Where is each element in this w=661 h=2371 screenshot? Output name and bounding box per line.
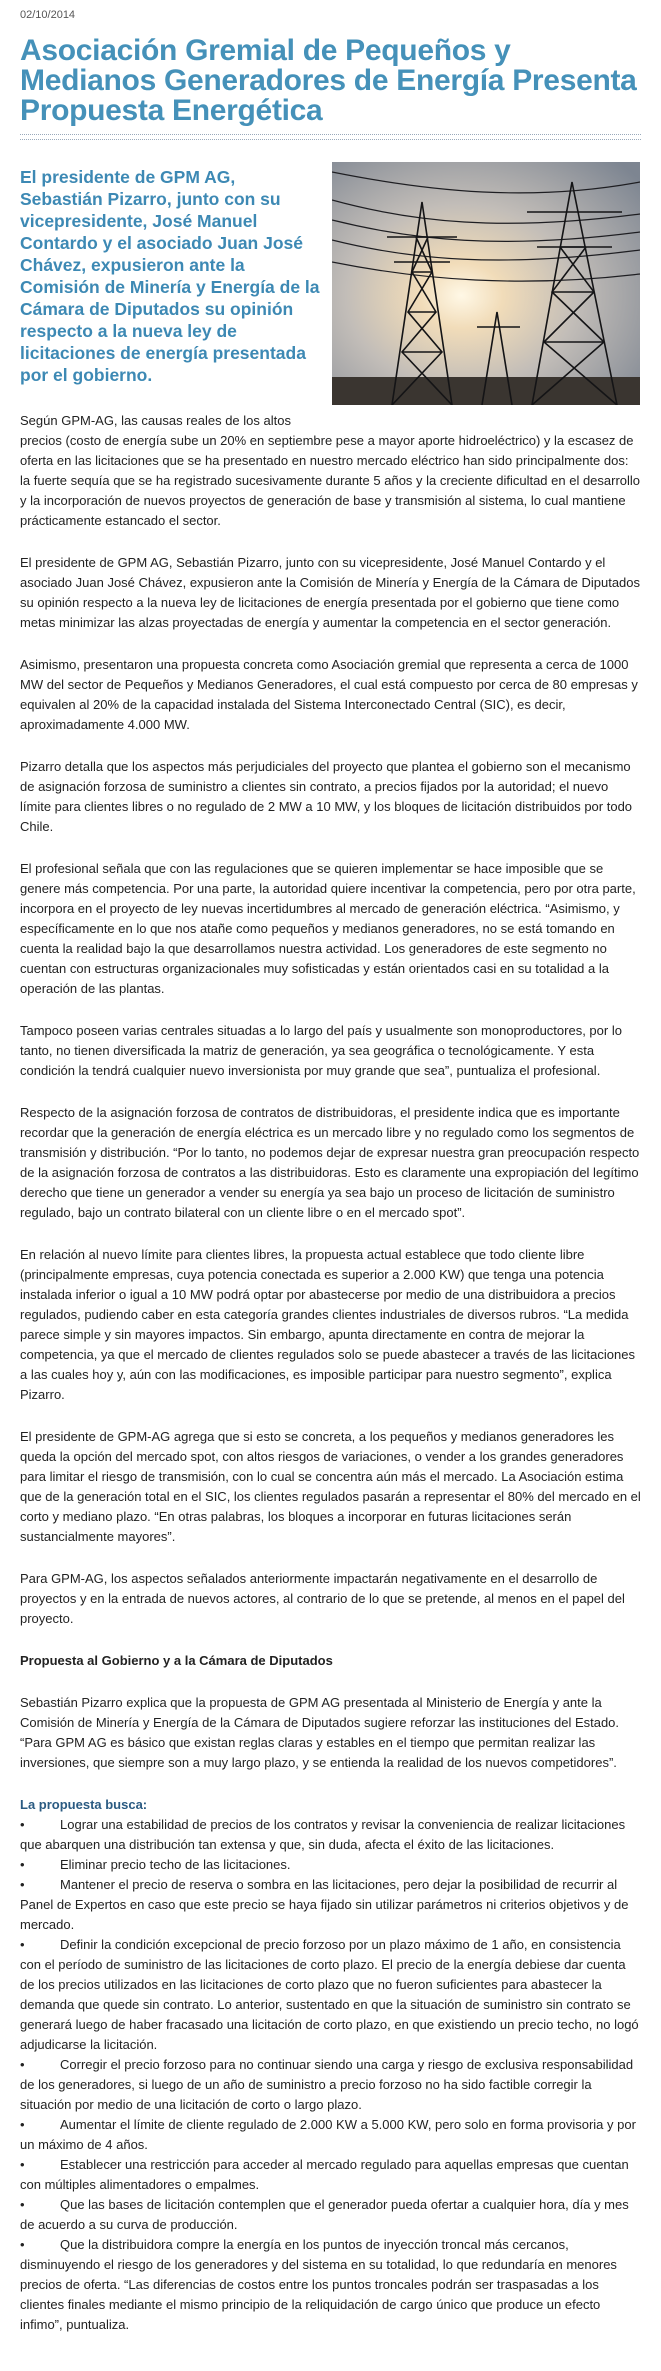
list-item-text: Eliminar precio techo de las licitaciones. [60, 1857, 291, 1872]
proposal-paragraph: Sebastián Pizarro explica que la propuesta de GPM AG presentada al Ministerio de Energía y ante la Comisión de Minería y Energía de la Cámara de Diputados sugiere reforzar las instituciones del Estado. “Para GPM AG es básico que existan reglas claras y estables en el tiempo que permitan realizar las inversiones, que siempre son a muy largo plazo, y se entienda la realidad de los nuevos competidores”. [20, 1695, 620, 1770]
bullet-icon: • [20, 2237, 25, 2252]
bullet-icon: • [20, 2197, 25, 2212]
body-paragraph-start: Según GPM-AG, las causas reales de los altos [20, 413, 291, 428]
title-divider [20, 134, 641, 140]
list-item [20, 2155, 641, 2195]
body-paragraph: El profesional señala que con las regulaciones que se quieren implementar se hace imposible que se genere más competencia. Por una parte, la autoridad quiere incentivar la competencia, pero por otra parte, incorpora en el proyecto de ley nuevas incertidumbres al mercado de generación eléctrica. “Asimismo, y específicamente en lo que nos atañe como pequeños y medianos generadores, no se está tomando en cuenta la realidad bajo la que desarrollamos nuestra actividad. Los generadores de este segmento no cuentan con estructuras organizacionales muy sofisticadas y están orientados casi en su totalidad a la operación de las plantas. [20, 861, 636, 996]
body-paragraph: Pizarro detalla que los aspectos más perjudiciales del proyecto que plantea el gobierno son el mecanismo de asignación forzosa de suministro a clientes sin contrato, a precios fijados por la autoridad; el nuevo límite para clientes libres o no regulado de 2 MW a 10 MW, y los bloques de licitación distribuidos por todo Chile. [20, 759, 633, 834]
body-paragraph: Para GPM-AG, los aspectos señalados anteriormente impactarán negativamente en el desarrollo de proyectos y en la entrada de nuevos actores, al contrario de lo que se pretende, al menos en el papel del proyecto. [20, 1571, 625, 1626]
list-item [20, 2055, 641, 2115]
list-item [20, 2195, 641, 2235]
section-subheading: Propuesta al Gobierno y a la Cámara de Diputados [20, 1653, 333, 1668]
bullet-icon: • [20, 2117, 25, 2132]
article-title: Asociación Gremial de Pequeños y Medianos Generadores de Energía Presenta Propuesta Energética [20, 34, 637, 127]
list-item-text: Corregir el precio forzoso para no continuar siendo una carga y riesgo de exclusiva responsabilidad de los generadores, si luego de un año de suministro a precio forzoso no ha sido factible corregir la situación por medio de una licitación de corto o largo plazo. [20, 2057, 634, 2112]
bullet-icon: • [20, 1937, 25, 1952]
bullet-icon: • [20, 1817, 25, 1832]
list-item-text: Mantener el precio de reserva o sombra en las licitaciones, pero dejar la posibilidad de recurrir al Panel de Expertos en caso que este precio se haya fijado sin utilizar parámetros ni criterios objetivos y de mercado. [20, 1877, 629, 1932]
bullet-icon: • [20, 2157, 25, 2172]
bullet-icon: • [20, 1857, 25, 1872]
body-paragraph: El presidente de GPM-AG agrega que si esto se concreta, a los pequeños y medianos generadores les queda la opción del mercado spot, con altos riesgos de variaciones, o vender a los grandes generadores para limitar el riesgo de transmisión, con lo cual se concentra aún más el mercado. La Asociación estima que de la generación total en el SIC, los clientes regulados pasarán a representar el 80% del mercado en el corto y mediano plazo. “En otras palabras, los bloques a incorporar en futuras licitaciones serán sustancialmente mayores”. [20, 1429, 641, 1544]
proposal-list-label: La propuesta busca: [20, 1797, 148, 1812]
body-paragraph [20, 411, 641, 531]
list-item [20, 1875, 641, 1935]
body-paragraph: El presidente de GPM AG, Sebastián Pizarro, junto con su vicepresidente, José Manuel Contardo y el asociado Juan José Chávez, expusieron ante la Comisión de Minería y Energía de la Cámara de Diputados su opinión respecto a la nueva ley de licitaciones de energía presentada por el gobierno que tiene como metas minimizar las alzas proyectadas de energía y aumentar la competencia en el sector generación. [20, 555, 641, 630]
bullet-icon: • [20, 2057, 25, 2072]
list-item [20, 2235, 641, 2335]
proposal-list [20, 1815, 641, 2335]
body-paragraph: Respecto de la asignación forzosa de contratos de distribuidoras, el presidente indica que es importante recordar que la generación de energía eléctrica es un mercado libre y no regulado como los segmentos de transmisión y distribución. “Por lo tanto, no podemos dejar de expresar nuestra gran preocupación respecto de la asignación forzosa de contratos a las distribuidoras. Esto es claramente una expropiación del legítimo derecho que tiene un generador a vender su energía ya sea bajo un proceso de licitación de suministro regulado, bajo un contrato bilateral con un cliente libre o en el mercado spot”. [20, 1105, 640, 1220]
body-paragraph: Tampoco poseen varias centrales situadas a lo largo del país y usualmente son monoproductores, por lo tanto, no tienen diversificada la matriz de generación, ya sea geográfica o tecnológicamente. Y esta condición la tendrá cualquier nuevo inversionista por muy grande que sea”, puntualiza el profesional. [20, 1023, 622, 1078]
list-item [20, 1855, 641, 1875]
list-item-text: Lograr una estabilidad de precios de los contratos y revisar la conveniencia de realizar licitaciones que abarquen una distribución tan extensa y que, sin duda, afecta el éxito de las licitaciones. [20, 1817, 626, 1852]
list-item [20, 1935, 641, 2055]
bullet-icon: • [20, 1877, 25, 1892]
list-item-text: Establecer una restricción para acceder al mercado regulado para aquellas empresas que cuentan con múltiples alimentadores o empalmes. [20, 2157, 629, 2192]
article-date: 02/10/2014 [20, 9, 76, 21]
power-towers-photo [332, 162, 640, 405]
list-item-text: Aumentar el límite de cliente regulado de 2.000 KW a 5.000 KW, pero solo en forma provisoria y por un máximo de 4 años. [20, 2117, 636, 2152]
body-paragraph: Asimismo, presentaron una propuesta concreta como Asociación gremial que representa a cerca de 1000 MW del sector de Pequeños y Medianos Generadores, el cual está compuesto por cerca de 80 empresas y equivalen al 20% de la capacidad instalada del Sistema Interconectado Central (SIC), es decir, aproximadamente 4.000 MW. [20, 657, 638, 732]
article-body [20, 411, 641, 2335]
list-item-text: Que la distribuidora compre la energía en los puntos de inyección troncal más cercanos, disminuyendo el riesgo de los generadores y del sistema en su totalidad, lo que redundaría en menores precios de oferta. “Las diferencias de costos entre los puntos troncales podrán ser traspasadas a los clientes finales mediante el mismo principio de la reliquidación de cargo único que produce un efecto infimo”, puntualiza. [20, 2237, 617, 2332]
lead-paragraph: El presidente de GPM AG, Sebastián Pizarro, junto con su vicepresidente, José Manuel Contardo y el asociado Juan José Chávez, expusieron ante la Comisión de Minería y Energía de la Cámara de Diputados su opinión respecto a la nueva ley de licitaciones de energía presentada por el gobierno. [20, 167, 320, 385]
list-item [20, 2115, 641, 2155]
power-towers-image [332, 162, 640, 405]
lead-section [20, 162, 641, 405]
body-paragraph: En relación al nuevo límite para clientes libres, la propuesta actual establece que todo cliente libre (principalmente empresas, cuya potencia conectada es superior a 2.000 KW) que tenga una potencia instalada inferior o igual a 10 MW podrá optar por abastecerse por medio de una distribuidora a precios regulados, pudiendo caber en esta categoría grandes clientes industriales de diversos rubros. “La medida parece simple y sin mayores impactos. Sin embargo, apunta directamente en contra de mejorar la competencia, ya que el mercado de clientes regulados solo se puede abastecer a través de las licitaciones a las cuales hoy y, aún con las modificaciones, es imposible participar para nuestro segmento”, explica Pizarro. [20, 1247, 635, 1402]
list-item [20, 1815, 641, 1855]
list-item-text: Que las bases de licitación contemplen que el generador pueda ofertar a cualquier hora, día y mes de acuerdo a su curva de producción. [20, 2197, 629, 2232]
body-paragraph-continuation: precios (costo de energía sube un 20% en septiembre pese a mayor aporte hidroeléctrico) y la escasez de oferta en las licitaciones que se ha presentado en nuestro mercado eléctrico han sido principalmente dos: la fuerte sequía que se ha registrado sucesivamente durante 5 años y la creciente dificultad en el desarrollo y la incorporación de nuevos proyectos de generación de base y transmisión al sistema, lo cual mantiene prácticamente estancado el sector. [20, 433, 641, 528]
list-item-text: Definir la condición excepcional de precio forzoso por un plazo máximo de 1 año, en consistencia con el período de suministro de las licitaciones de corto plazo. El precio de la energía debiese dar cuenta de los precios utilizados en las licitaciones de corto plazo que no fueron suficientes para abastecer la demanda que quede sin contrato. Lo anterior, sustentado en que la situación de suministro sin contrato se generará luego de haber fracasado una licitación de corto plazo, en que existiendo un precio techo, no logó adjudicarse la licitación. [20, 1937, 639, 2052]
